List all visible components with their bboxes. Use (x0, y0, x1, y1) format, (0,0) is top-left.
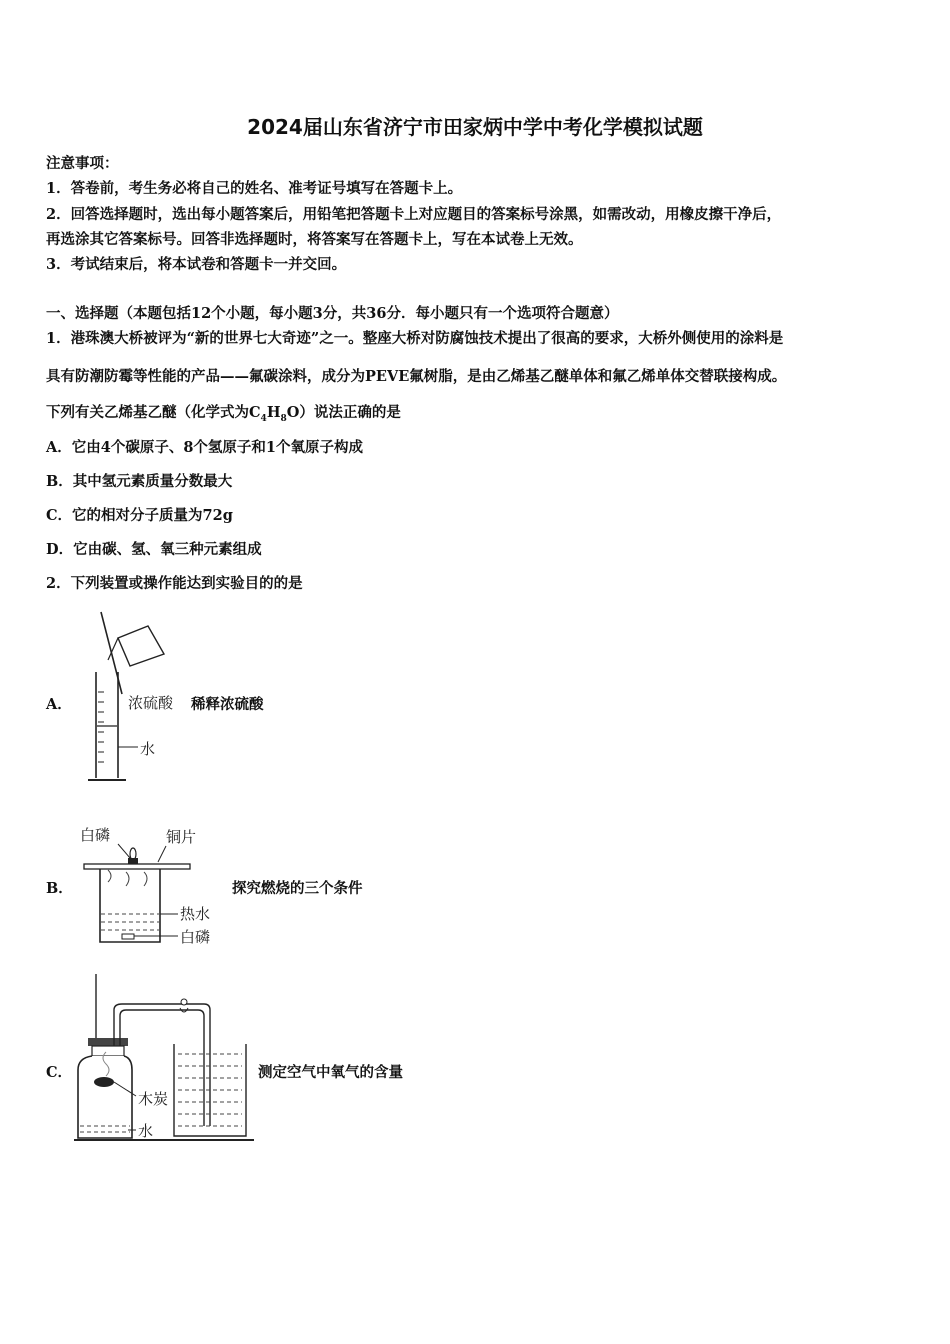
notice-line-3: 再选涂其它答案标号。回答非选择题时，将答案写在答题卡上，写在本试卷上无效。 (46, 231, 583, 248)
oxygen-measure-diagram (70, 970, 260, 1146)
q1-stem-sub2: 8 (280, 413, 287, 424)
diagram-b-white-phosphorus-top-label: 白磷 (80, 826, 111, 844)
q1-option-b: B．其中氢元素质量分数最大 (46, 473, 233, 490)
q2-option-c-label: C． (46, 1064, 73, 1081)
q1-stem (46, 401, 401, 424)
q2-option-c-text: 测定空气中氧气的含量 (258, 1064, 403, 1081)
diagram-a-acid-label: 浓硫酸 (128, 694, 174, 712)
notice-line-4: 3．考试结束后，将本试卷和答题卡一并交回。 (46, 256, 347, 273)
q2-stem: 2．下列装置或操作能达到实验目的的是 (46, 575, 303, 592)
diagram-b-white-phosphorus-bottom-label: 白磷 (180, 928, 211, 946)
q1-option-a: A．它由4个碳原子、8个氢原子和1个氧原子构成 (46, 439, 364, 456)
q1-stem-mid: H (266, 404, 281, 421)
diagram-c-charcoal-label: 木炭 (138, 1090, 169, 1108)
notice-line-1: 1．答卷前，考生务必将自己的姓名、准考证号填写在答题卡上。 (46, 180, 463, 197)
q1-stem-post: O）说法正确的是 (286, 404, 401, 421)
q1-stem-pre: 下列有关乙烯基乙醚（化学式为C (46, 404, 261, 421)
diagram-a-water-label: 水 (140, 740, 156, 758)
dilution-diagram (84, 608, 194, 784)
q2-option-b-label: B． (46, 880, 73, 897)
combustion-diagram (78, 822, 228, 950)
section-heading: 一、选择题（本题包括12个小题，每小题3分，共36分．每小题只有一个选项符合题意） (46, 305, 619, 322)
diagram-b-hot-water-label: 热水 (180, 905, 211, 923)
q2-option-b-text: 探究燃烧的三个条件 (232, 880, 363, 897)
q1-option-c: C．它的相对分子质量为72g (46, 507, 233, 524)
q1-line-1: 1．港珠澳大桥被评为“新的世界七大奇迹”之一。整座大桥对防腐蚀技术提出了很高的要求，大桥外侧使用的涂料是 (46, 330, 784, 347)
diagram-b-copper-label: 铜片 (166, 828, 197, 846)
q1-stem-sub1: 4 (260, 413, 267, 424)
q2-option-a-label: A． (46, 696, 72, 713)
notice-line-2: 2．回答选择题时，选出每小题答案后，用铅笔把答题卡上对应题目的答案标号涂黑，如需改动，用橡皮擦干净后， (46, 206, 782, 223)
page-title: 2024届山东省济宁市田家炳中学中考化学模拟试题 (247, 115, 703, 139)
diagram-c-water-label: 水 (138, 1122, 154, 1140)
q2-option-a-text: 稀释浓硫酸 (191, 696, 264, 713)
q1-option-d: D．它由碳、氢、氧三种元素组成 (46, 541, 262, 558)
notice-heading: 注意事项： (46, 155, 119, 172)
q1-line-2: 具有防潮防霉等性能的产品——氟碳涂料，成分为PEVE氟树脂，是由乙烯基乙醚单体和氟乙烯单体交替联接构成。 (46, 368, 787, 385)
